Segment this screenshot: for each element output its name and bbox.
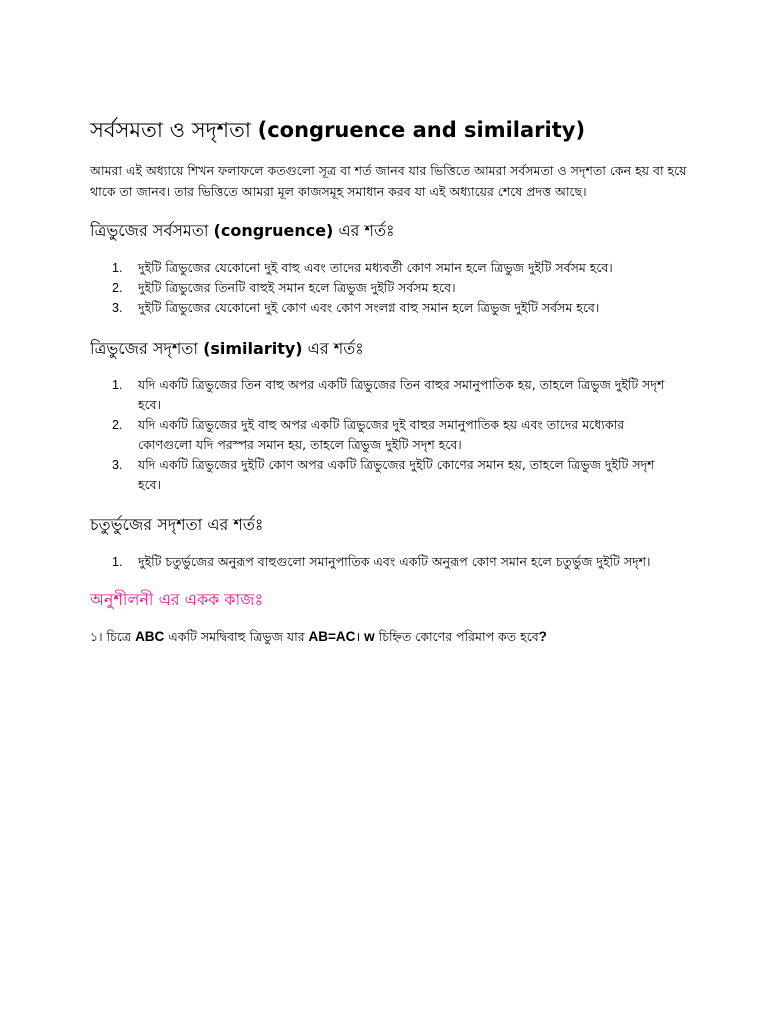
similarity-conditions-list bbox=[112, 375, 672, 495]
list-number: 3. bbox=[112, 458, 123, 472]
similarity-heading: ত্রিভুজের সদৃশতা (similarity) এর শর্তঃ bbox=[90, 339, 364, 358]
list-number: 1. bbox=[112, 261, 123, 275]
list-item bbox=[112, 278, 672, 298]
question-mark: ? bbox=[538, 629, 547, 644]
congruence-conditions-list bbox=[112, 258, 672, 318]
list-item-text: দুইটি ত্রিভুজের যেকোনো দুই কোণ এবং কোণ সংলগ্ন বাহু সমান হলে ত্রিভুজ দুইটি সর্বসম হবে। bbox=[138, 300, 600, 315]
list-item bbox=[112, 258, 672, 278]
similarity-term: (similarity) bbox=[203, 339, 303, 358]
list-number: 1. bbox=[112, 555, 123, 569]
list-number: 3. bbox=[112, 301, 123, 315]
list-number: 2. bbox=[112, 418, 123, 432]
list-item-text: যদি একটি ত্রিভুজের তিন বাহু অপর একটি ত্রিভুজের তিন বাহুর সমানুপাতিক হয়, তাহলে ত্রিভুজ দুইটি সদৃশ হবে। bbox=[138, 377, 665, 412]
list-item bbox=[112, 375, 672, 415]
list-item-text: দুইটি ত্রিভুজের তিনটি বাহুই সমান হলে ত্রিভুজ দুইটি সর্বসম হবে। bbox=[138, 280, 456, 295]
equality-expression: AB=AC bbox=[308, 629, 356, 644]
list-item-text: যদি একটি ত্রিভুজের দুইটি কোণ অপর একটি ত্রিভুজের দুইটি কোণের সমান হয়, তাহলে ত্রিভুজ দুইটি সদৃশ হবে। bbox=[138, 457, 655, 492]
triangle-label: ABC bbox=[135, 629, 165, 644]
quadrilateral-conditions-list bbox=[112, 552, 672, 572]
angle-symbol: w bbox=[364, 629, 375, 644]
congruence-heading: ত্রিভুজের সর্বসমতা (congruence) এর শর্তঃ bbox=[90, 221, 395, 240]
congruence-term: (congruence) bbox=[213, 221, 334, 240]
list-number: 2. bbox=[112, 281, 123, 295]
exercise-heading: অনুশীলনী এর একক কাজঃ bbox=[90, 590, 263, 609]
title-bangla: সর্বসমতা ও সদৃশতা bbox=[90, 118, 258, 142]
quadrilateral-heading: চতুর্ভুজের সদৃশতা এর শর্তঃ bbox=[90, 515, 264, 534]
list-item bbox=[112, 552, 672, 572]
exercise-question: ১। চিত্রে ABC একটি সমদ্বিবাহু ত্রিভুজ যার AB=AC। w চিহ্নিত কোণের পরিমাপ কত হবে? bbox=[90, 629, 547, 644]
list-number: 1. bbox=[112, 378, 123, 392]
list-item-text: দুইটি চতুর্ভুজের অনুরূপ বাহুগুলো সমানুপাতিক এবং একটি অনুরূপ কোণ সমান হলে চতুর্ভুজ দুইটি সদৃশ। bbox=[138, 554, 651, 569]
list-item-text: যদি একটি ত্রিভুজের দুই বাহু অপর একটি ত্রিভুজের দুই বাহুর সমানুপাতিক হয় এবং তাদের মধ্যেকার কোণগুলো যদি পরস্পর সমান হয়, তাহলে ত্রিভুজ দুইটি সদৃশ হবে। bbox=[138, 417, 625, 452]
intro-paragraph: আমরা এই অধ্যায়ে শিখন ফলাফলে কতগুলো সূত্র বা শর্ত জানব যার ভিত্তিতে আমরা সর্বসমতা ও সদৃশতা কেন হয় বা হয়ে থাকে তা জানব। তার ভিত্তিতে আমরা মূল কাজসমূহ সমাধান করব যা এই অধ্যায়ের শেষে প্রদত্ত আছে। bbox=[90, 163, 687, 199]
list-item bbox=[112, 415, 672, 455]
page-title bbox=[90, 113, 730, 147]
title-english: (congruence and similarity) bbox=[257, 118, 586, 142]
list-item bbox=[112, 298, 672, 318]
list-item bbox=[112, 455, 672, 495]
list-item-text: দুইটি ত্রিভুজের যেকোনো দুই বাহু এবং তাদের মধ্যবর্তী কোণ সমান হলে ত্রিভুজ দুইটি সর্বসম হবে। bbox=[138, 260, 613, 275]
